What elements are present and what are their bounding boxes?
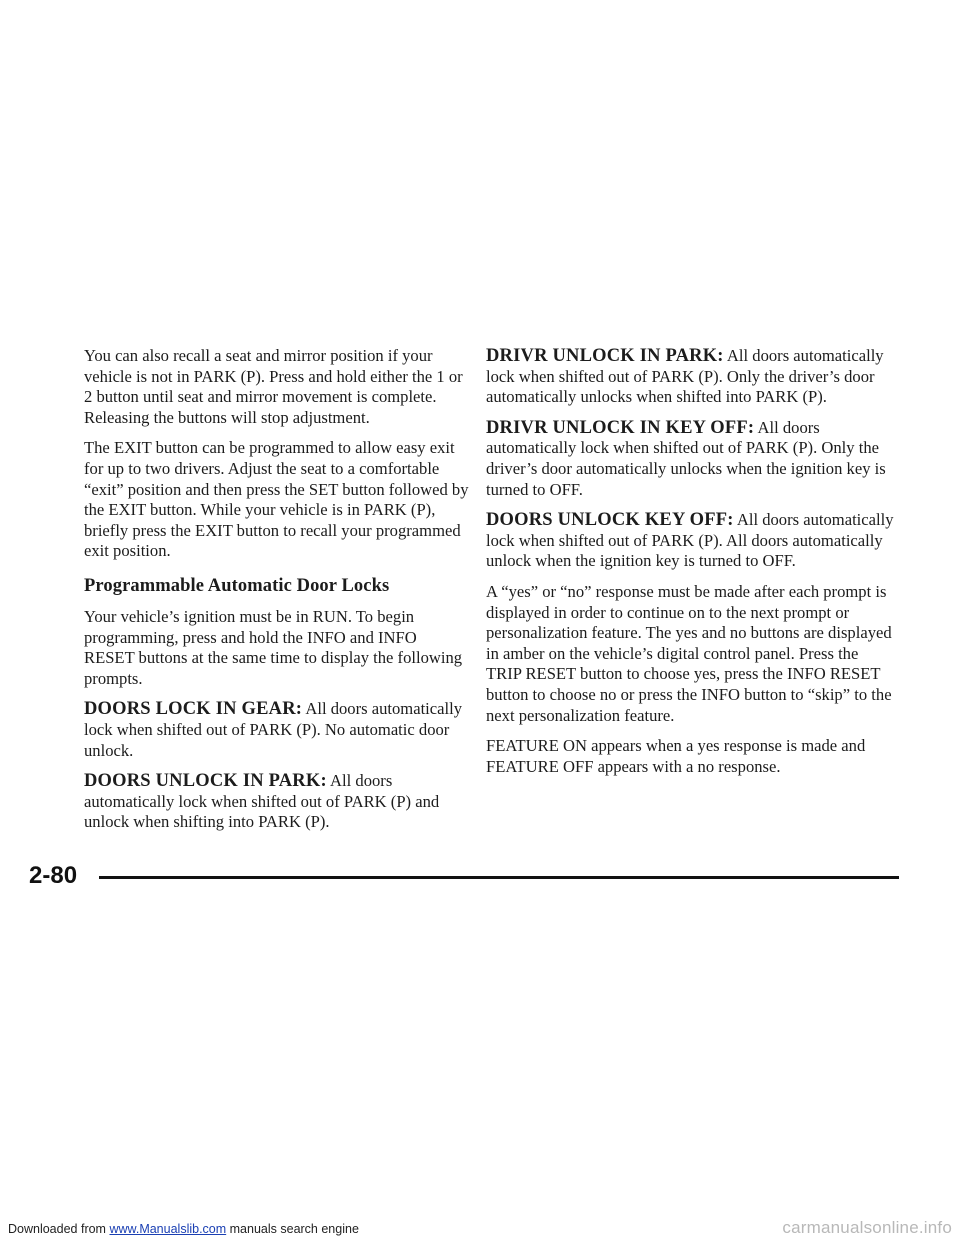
prompt-description: All doors automatically lock when shifted out of PARK (P). Only the driver’s door automatically unlocks when shifted into PARK (P). (486, 346, 884, 407)
paragraph-doors-unlock-key-off (486, 510, 896, 572)
prompt-label: DOORS UNLOCK IN PARK: (84, 771, 327, 792)
right-column (486, 346, 896, 787)
manualslib-link[interactable]: www.Manualslib.com (109, 1222, 227, 1236)
page-number: 2-80 (29, 862, 78, 889)
page-footer (29, 856, 899, 896)
left-column (84, 346, 469, 843)
prompt-label: DRIVR UNLOCK IN PARK: (486, 346, 724, 366)
prompt-description: All doors automatically lock when shifted out of PARK (P). No automatic door unlock. (84, 699, 463, 760)
watermark: carmanualsonline.info (782, 1218, 952, 1237)
prompt-label: DRIVR UNLOCK IN KEY OFF: (486, 417, 755, 438)
download-suffix: manuals search engine (226, 1222, 359, 1236)
download-banner (8, 1222, 359, 1236)
paragraph-yes-no-response: A “yes” or “no” response must be made after each prompt is displayed in order to continue on to the next prompt or personalization feature. The yes and no buttons are displayed in amber on the vehicle’s digital control panel. Press the TRIP RESET button to choose yes, press the INFO RESET button to choose no or press the INFO button to “skip” to the next personalization feature. (486, 581, 892, 725)
paragraph-doors-unlock-in-park (84, 771, 469, 833)
prompt-description: All doors automatically lock when shifted out of PARK (P) and unlock when shifting into PARK (P). (84, 771, 440, 832)
paragraph-drivr-unlock-key-off (486, 418, 896, 500)
prompt-description: All doors automatically lock when shifted out of PARK (P). Only the driver’s door automatically unlocks when the ignition key is turned to OFF. (486, 417, 886, 499)
paragraph-ignition-run: Your vehicle’s ignition must be in RUN. To begin programming, press and hold the INFO and INFO RESET buttons at the same time to display the following prompts. (84, 606, 463, 688)
section-heading: Programmable Automatic Door Locks (84, 575, 390, 596)
footer-rule (99, 876, 899, 879)
paragraph-drivr-unlock-in-park (486, 346, 896, 408)
paragraph-feature-on-off: FEATURE ON appears when a yes response is made and FEATURE OFF appears with a no response. (486, 736, 866, 776)
paragraph-exit-button: The EXIT button can be programmed to allow easy exit for up to two drivers. Adjust the seat to a comfortable “exit” position and then press the SET button followed by the EXIT button. While your vehicle is in PARK (P), briefly press the EXIT button to recall your programmed exit position. (84, 438, 469, 561)
prompt-description: All doors automatically lock when shifted out of PARK (P). All doors automatically unlock when the ignition key is turned to OFF. (486, 510, 894, 571)
prompt-label: DOORS LOCK IN GEAR: (84, 699, 303, 720)
download-prefix: Downloaded from (8, 1222, 110, 1236)
prompt-label: DOORS UNLOCK KEY OFF: (486, 510, 734, 531)
paragraph-doors-lock-in-gear (84, 699, 469, 761)
paragraph-recall-seat: You can also recall a seat and mirror position if your vehicle is not in PARK (P). Press and hold either the 1 or 2 button until seat and mirror movement is complete. Releasing the buttons will stop adjustment. (84, 346, 463, 427)
